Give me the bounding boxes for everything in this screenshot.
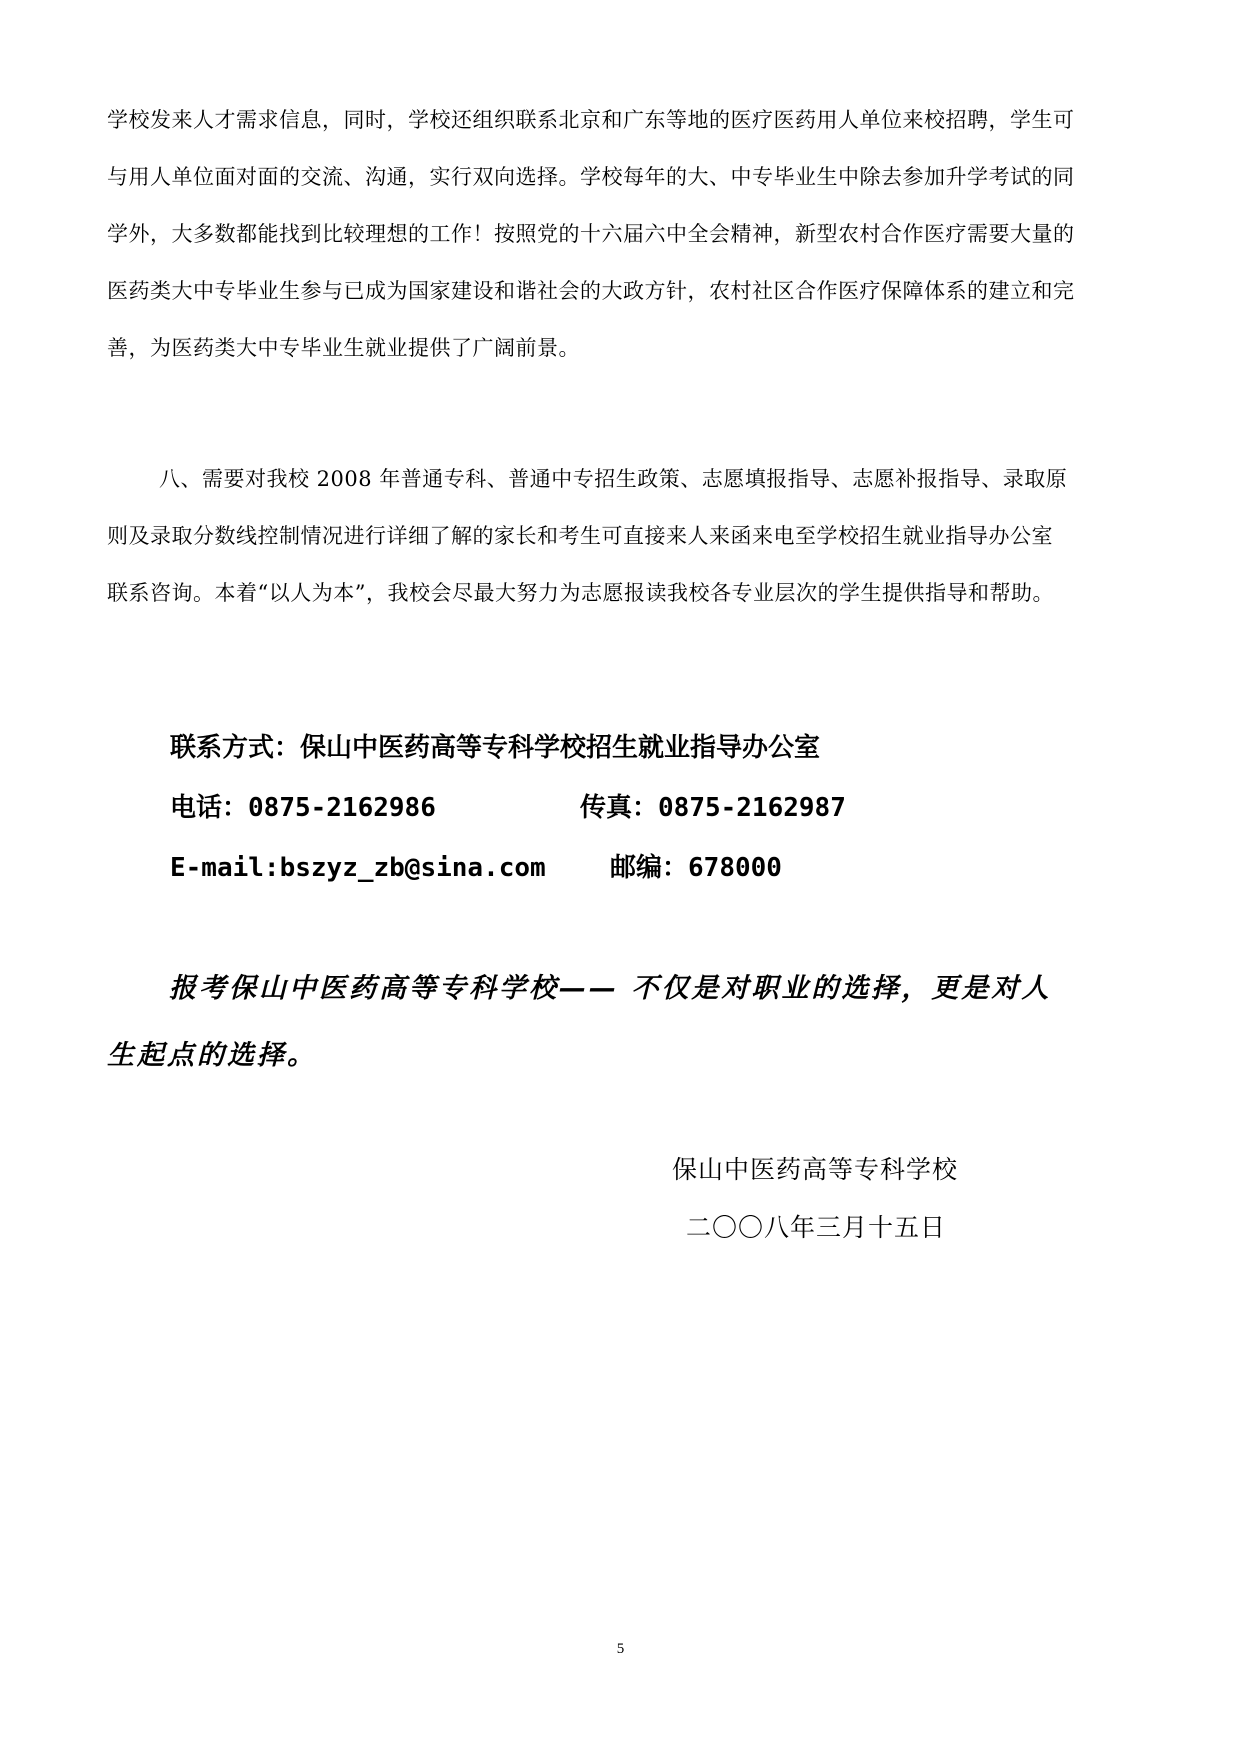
paragraph-line: 善，为医药类大中专毕业生就业提供了广阔前景。 (107, 336, 580, 360)
phone-label: 电话： (170, 793, 249, 823)
signature-date: 二〇〇八年三月十五日 (686, 1213, 947, 1242)
fax-number: 0875-2162987 (658, 793, 846, 823)
contact-method-value: 保山中医药高等专科学校招生就业指导办公室 (300, 733, 821, 763)
fax-label: 传真： (580, 793, 659, 823)
phone-number: 0875-2162986 (248, 793, 436, 823)
signature-organization: 保山中医药高等专科学校 (672, 1155, 959, 1184)
slogan-line: 报考保山中医药高等专科学校—— 不仅是对职业的选择，更是对人 (169, 973, 1052, 1004)
contact-method-row (170, 718, 820, 778)
slogan-line: 生起点的选择。 (107, 1040, 317, 1071)
paragraph-line: 联系咨询。本着“以人为本”，我校会尽最大努力为志愿报读我校各专业层次的学生提供指导和帮助。 (107, 581, 1054, 605)
page-number: 5 (616, 1641, 625, 1657)
postcode-label: 邮编： (610, 853, 689, 883)
postcode-group (610, 838, 782, 898)
body-paragraph-employment (107, 92, 1147, 377)
paragraph-line: 则及录取分数线控制情况进行详细了解的家长和考生可直接来人来函来电至学校招生就业指导办公室 (107, 524, 1053, 548)
contact-method-label: 联系方式： (170, 733, 301, 763)
paragraph-line: 与用人单位面对面的交流、沟通，实行双向选择。学校每年的大、中专毕业生中除去参加升学考试的同 (107, 165, 1075, 189)
fax-group (580, 778, 846, 838)
paragraph-line: 学校发来人才需求信息，同时，学校还组织联系北京和广东等地的医疗医药用人单位来校招聘，学生可 (107, 108, 1075, 132)
email-label: E-mail: (170, 853, 280, 883)
paragraph-line: 医药类大中专毕业生参与已成为国家建设和谐社会的大政方针，农村社区合作医疗保障体系的建立和完 (107, 279, 1075, 303)
slogan (107, 955, 1147, 1089)
email-address: bszyz_zb@sina.com (279, 853, 546, 883)
body-paragraph-consultation (107, 451, 1147, 622)
paragraph-line: 八、需要对我校 2008 年普通专科、普通中专招生政策、志愿填报指导、志愿补报指导、录取原 (159, 467, 1068, 491)
postcode-value: 678000 (688, 853, 782, 883)
contact-phone-fax-row (170, 778, 846, 838)
paragraph-line: 学外，大多数都能找到比较理想的工作！按照党的十六届六中全会精神，新型农村合作医疗需要大量的 (107, 222, 1075, 246)
contact-email-postcode-row (170, 838, 782, 898)
